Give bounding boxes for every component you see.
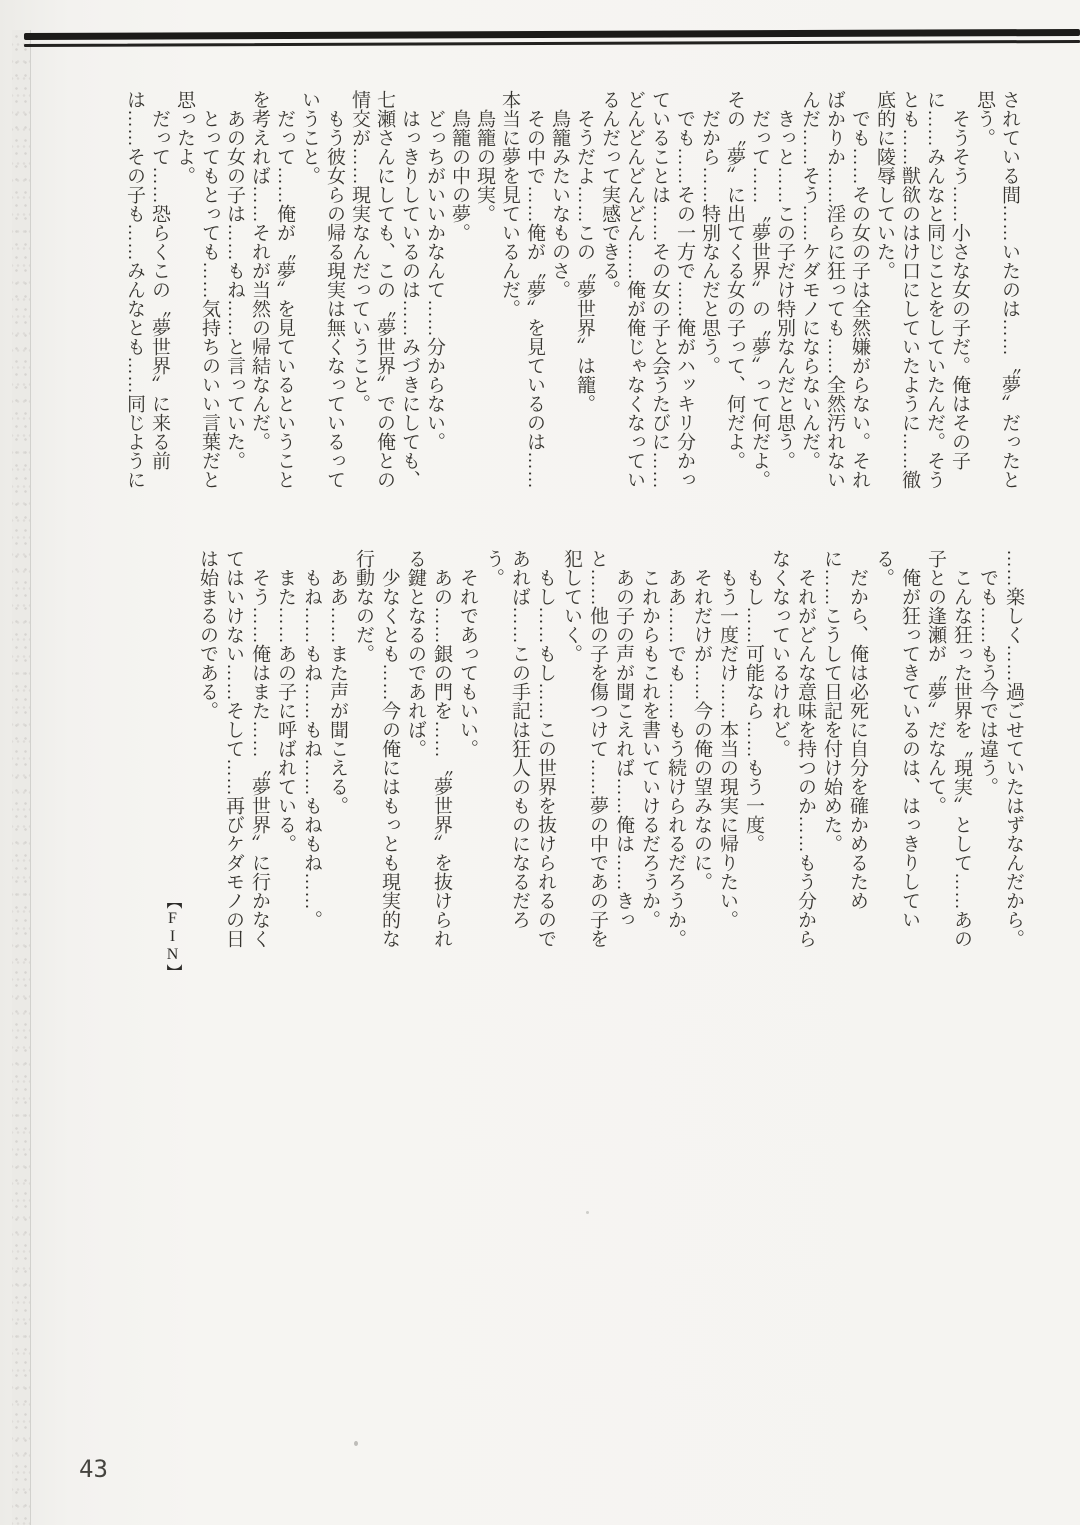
diary-paragraph: もし……もし……この世界を抜けられるのであれば……この手記は狂人のものになるだろう。	[483, 549, 556, 948]
diary-paragraph: こんな狂った世界を〝現実〟として……あの子との逢瀬が〝夢〟だなんて。	[925, 549, 972, 948]
diary-paragraph: その中で……俺が〝夢〟を見ているのは……本当に夢を見ているんだ。	[499, 90, 545, 489]
header-rule-thick-line	[24, 29, 1080, 40]
diary-paragraph: あの……銀の門を……〝夢世界〟を抜けられる鍵となるのであれば。	[405, 549, 452, 948]
diary-paragraph: もう彼女らの帰る現実は無くなっているっていうこと。	[299, 90, 345, 489]
diary-paragraph: でも……その女の子は全然嫌がらない。そればかりか……淫らに狂っても……全然汚れないんだ……そう……ケダモノにならないんだ。	[799, 90, 870, 489]
diary-paragraph: ああ……でも……もう続けられるだろうか。	[665, 568, 686, 948]
scan-edge-texture	[12, 30, 31, 1525]
diary-paragraph: でも……もう今では違う。	[977, 568, 998, 796]
diary-paragraph: 鳥籠の現実。	[474, 109, 495, 223]
diary-paragraph: だって……恐らくこの〝夢世界〟に来る前は……その子も……みんなとも……同じように	[124, 90, 170, 489]
diary-paragraph: あの女の子は……もね……と言っていた。	[224, 109, 245, 470]
diary-paragraph: はっきりしているのは……みづきにしても、七瀬さんにしても、この〝夢世界〟での俺との情交が……現実なんだっていうこと。	[349, 90, 420, 489]
diary-paragraph: あの子の声が聞こえれば……俺は……きっと……他の子を傷つけて……夢の中であの子を犯していく。	[561, 549, 634, 948]
diary-paragraph: とってもとっても……気持ちのいい言葉だと思ったよ。	[174, 90, 220, 489]
diary-paragraph: 少なくとも……今の俺にはもっとも現実的な行動なのだ。	[353, 549, 400, 948]
diary-paragraph: もね……もね……もね……もねもね……。	[301, 568, 322, 929]
diary-paragraph: そうそう……小さな女の子だ。俺はその子に……みんなと同じことをしていたんだ。そうとも……獣欲のはけ口にしていたように……徹底的に陵辱していた。	[874, 90, 970, 489]
diary-paragraph: 鳥籠の中の夢。	[449, 109, 470, 242]
diary-paragraph: どっちがいいかなんて……分からない。	[424, 109, 445, 451]
fin-marker: 【FIN】	[164, 893, 181, 981]
diary-paragraph: だって……俺が〝夢〟を見ているということを考えれば……それが当然の帰結なんだ。	[249, 90, 295, 489]
diary-paragraph: されている間……いたのは……〝夢〟だったと思う。	[974, 90, 1020, 489]
diary-paragraph: それだけが……今の俺の望みなのに。	[691, 568, 712, 891]
diary-paragraph: ……楽しく……過ごせていたはずなんだから。	[1003, 549, 1024, 948]
diary-paragraph: また……あの子に呼ばれている。	[275, 568, 296, 853]
page-number: 43	[79, 1455, 108, 1483]
diary-paragraph: もう一度だけ……本当の現実に帰りたい。	[717, 568, 738, 929]
diary-paragraph: これからもこれを書いていけるだろうか。	[639, 568, 660, 929]
diary-paragraph: もし……可能なら……もう一度。	[743, 568, 764, 853]
diary-text-upper-band	[122, 90, 1022, 492]
diary-paragraph: それがどんな意味を持つのか……もう分からなくなっているけれど。	[769, 549, 816, 948]
diary-paragraph: だから……特別なんだと思う。	[699, 109, 720, 375]
diary-paragraph: 鳥籠みたいなものさ。	[549, 109, 570, 299]
paper-speck	[586, 1211, 589, 1214]
header-rule-thin-line	[24, 40, 1080, 47]
diary-paragraph: そう……俺はまた……〝夢世界〟に行かなくてはいけない……そして……再びケダモノの日は始まるのである。	[197, 549, 270, 948]
diary-paragraph: だって……〝夢世界〟の〝夢〟って何だよ。その〝夢〟に出てくる女の子って、何だよ。	[724, 90, 770, 489]
diary-paragraph: でも……その一方で……俺がハッキリ分かっていることは……その女の子と会うたびに……どんどんどんどん……俺が俺じゃなくなっているんだって実感できる。	[599, 90, 695, 489]
diary-paragraph: そうだよ……この〝夢世界〟は籠。	[574, 109, 595, 413]
diary-paragraph: だから、俺は必死に自分を確かめるために……こうして日記を付け始めた。	[821, 549, 868, 910]
diary-paragraph: きっと……この子だけ特別なんだと思う。	[774, 109, 795, 470]
diary-paragraph: それであってもいい。	[457, 568, 478, 758]
paper-speck	[354, 1441, 358, 1446]
diary-text-lower-band	[194, 549, 1026, 951]
diary-paragraph: 俺が狂ってきているのは、はっきりしている。	[873, 549, 920, 929]
diary-paragraph: ああ……また声が聞こえる。	[327, 568, 348, 815]
header-double-rule	[24, 29, 1080, 47]
